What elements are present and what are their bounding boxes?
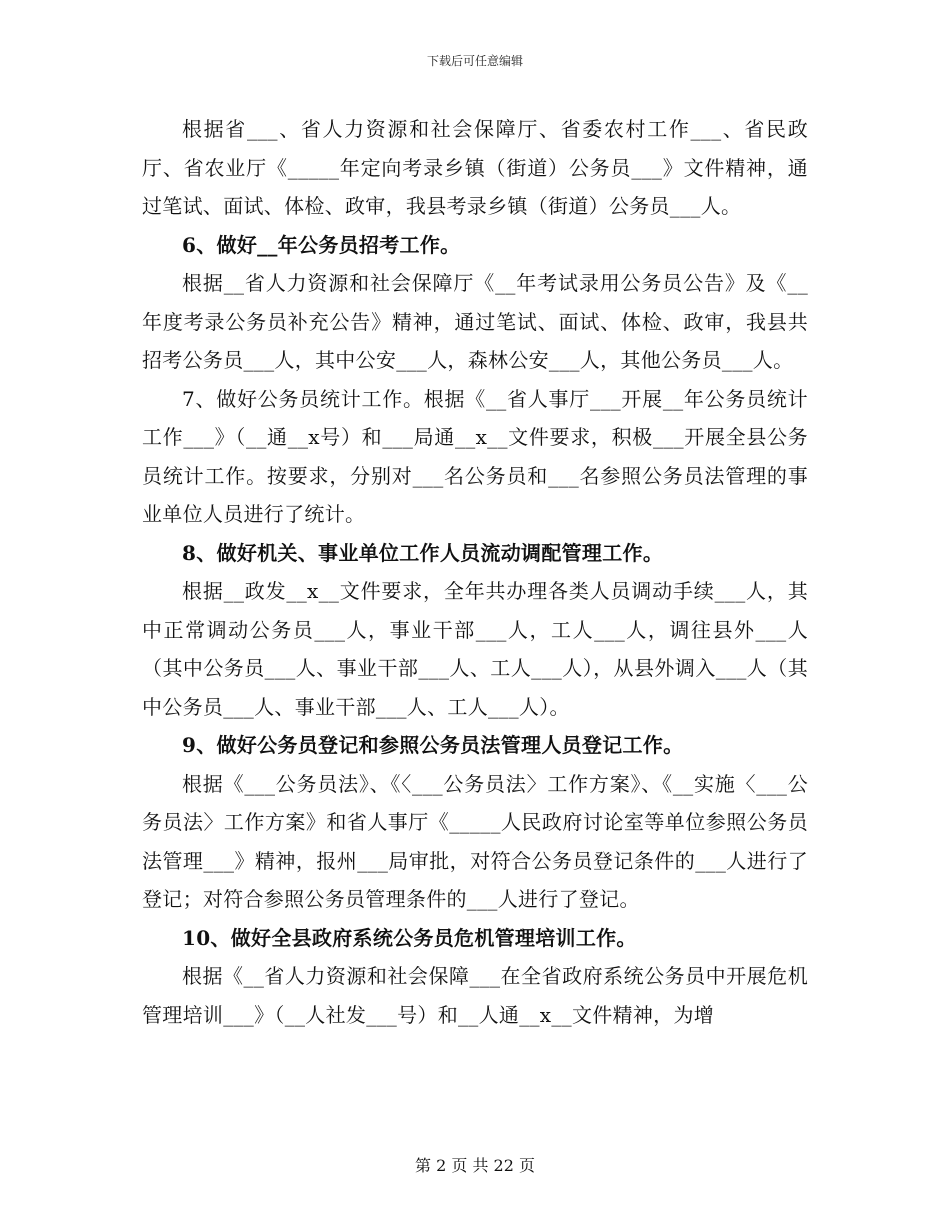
paragraph: 7、做好公务员统计工作。根据《__省人事厅___开展__年公务员统计工作___》（__通__x号）和___局通__x__文件要求，积极___开展全县公务员统计工作。按要求，分别对___名公务员和___名参照公务员法管理的事业单位人员进行了统计。 [142,386,808,526]
paragraph: 根据《___公务员法》、《〈___公务员法〉工作方案》、《__实施〈___公务员法〉工作方案》和省人事厅《_____人民政府讨论室等单位参照公务员法管理___》精神，报州___局审批，对符合公务员登记条件的___人进行了登记；对符合参照公务员管理条件的___人进行了登记。 [142,771,808,911]
document-body [142,110,808,1034]
section-heading: 8、做好机关、事业单位工作人员流动调配管理工作。 [182,540,664,565]
section-heading: 9、做好公务员登记和参照公务员法管理人员登记工作。 [182,733,684,757]
section-heading: 10、做好全县政府系统公务员危机管理培训工作。 [182,925,637,950]
paragraph: 根据《__省人力资源和社会保障___在全省政府系统公务员中开展危机管理培训___》（__人社发___号）和__人通__x__文件精神，为增 [142,964,808,1027]
page-header: 下载后可任意编辑 [426,54,523,68]
section-heading: 6、做好__年公务员招考工作。 [182,232,461,257]
paragraph: 根据__政发__x__文件要求，全年共办理各类人员调动手续___人，其中正常调动公务员___人，事业干部___人，工人___人，调往县外___人（其中公务员___人、事业干部___人、工人___人），从县外调入___人（其中公务员___人、事业干部___人、工人___人）。 [142,579,808,719]
paragraph: 根据__省人力资源和社会保障厅《__年考试录用公务员公告》及《__年度考录公务员补充公告》精神，通过笔试、面试、体检、政审，我县共招考公务员___人，其中公安___人，森林公安___人，其他公务员___人。 [142,271,808,372]
paragraph: 根据省___、省人力资源和社会保障厅、省委农村工作___、省民政厅、省农业厅《_____年定向考录乡镇（街道）公务员___》文件精神，通过笔试、面试、体检、政审，我县考录乡镇（街道）公务员___人。 [142,117,808,218]
page-number: 第 2 页 共 22 页 [415,1156,535,1175]
